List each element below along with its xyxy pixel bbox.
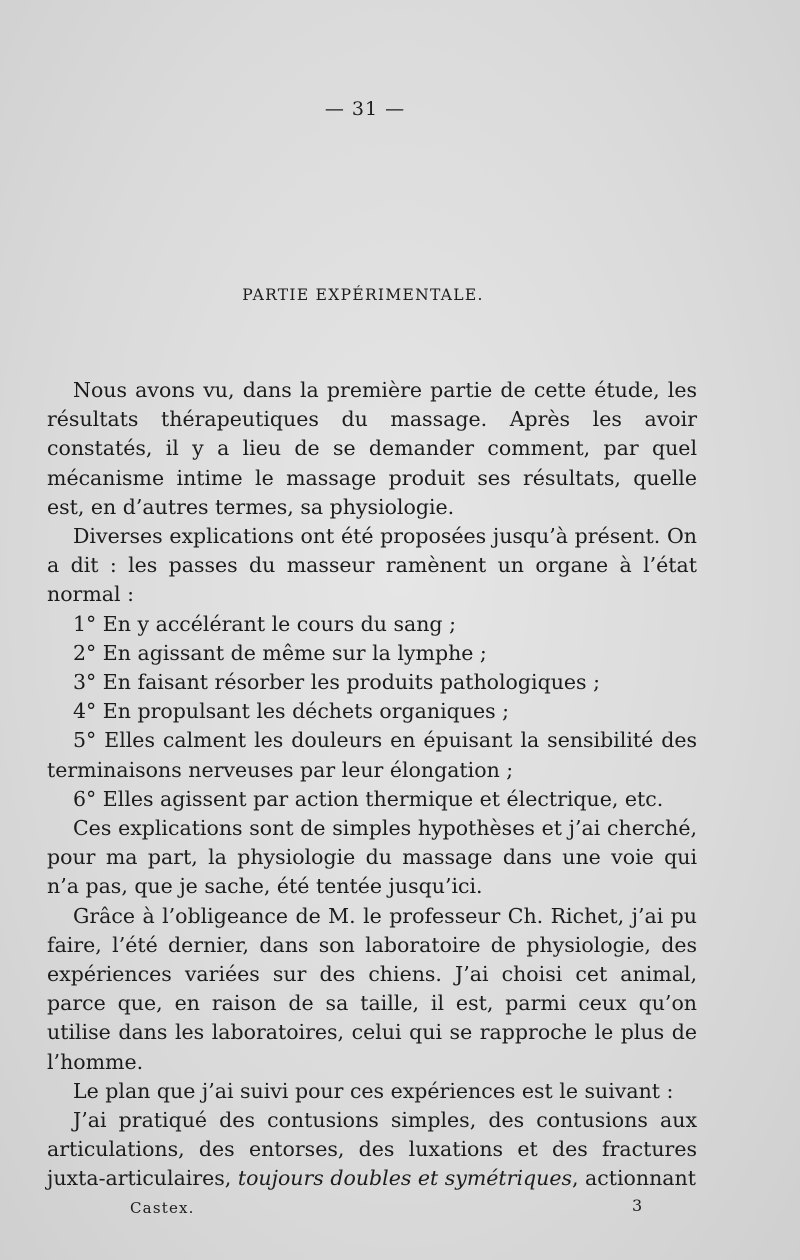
procedures-emphasis: toujours doubles et symétriques xyxy=(237,1166,572,1191)
procedures-text-end: , actionnant xyxy=(572,1166,696,1191)
paragraph-plan: Le plan que j’ai suivi pour ces expériences est le suivant : xyxy=(73,1078,674,1103)
signature-mark: 3 xyxy=(632,1196,643,1215)
list-item: 1° En y accélérant le cours du sang ; xyxy=(73,611,456,636)
list-item: 3° En faisant résorber les produits pathologiques ; xyxy=(73,670,600,695)
body-text xyxy=(47,376,697,1194)
list-item: 5° Elles calment les douleurs en épuisant la sensibilité des terminaisons nerveuses par leur élongation ; xyxy=(47,728,697,782)
list-item: 4° En propulsant les déchets organiques ; xyxy=(73,699,510,724)
list-item: 6° Elles agissent par action thermique et électrique, etc. xyxy=(73,786,664,811)
paragraph-hypotheses: Ces explications sont de simples hypothèses et j’ai cherché, pour ma part, la physiologie du massage dans une voie qui n’a pas, que je sache, été tentée jusqu’ici. xyxy=(47,816,697,899)
paragraph-explanations: Diverses explications ont été proposées jusqu’à présent. On a dit : les passes du masseur ramènent un organe à l’état normal : xyxy=(47,524,697,607)
paragraph-procedures xyxy=(47,1106,697,1194)
footer-author: Castex. xyxy=(130,1199,195,1217)
list-item: 2° En agissant de même sur la lymphe ; xyxy=(73,640,487,665)
paragraph-intro: Nous avons vu, dans la première partie de cette étude, les résultats thérapeutiques du massage. Après les avoir constatés, il y a lieu de se demander comment, par quel mécanisme intime le massage produit ses résultats, quelle est, en d’autres termes, sa physiologie. xyxy=(47,378,697,519)
paragraph-laboratory: Grâce à l’obligeance de M. le professeur Ch. Richet, j’ai pu faire, l’été dernier, dans son laboratoire de physiologie, des expériences variées sur des chiens. J’ai choisi cet animal, parce que, en raison de sa taille, il est, parmi ceux qu’on utilise dans les laboratoires, celui qui se rapproche le plus de l’homme. xyxy=(47,903,697,1074)
page-number: — 31 — xyxy=(324,98,406,120)
section-heading: PARTIE EXPÉRIMENTALE. xyxy=(242,286,484,304)
procedures-text-start: J’ai pratiqué des contusions simples, des contusions aux articulations, des entorses, des luxations et des fractures juxta-articulaires, xyxy=(47,1108,697,1191)
